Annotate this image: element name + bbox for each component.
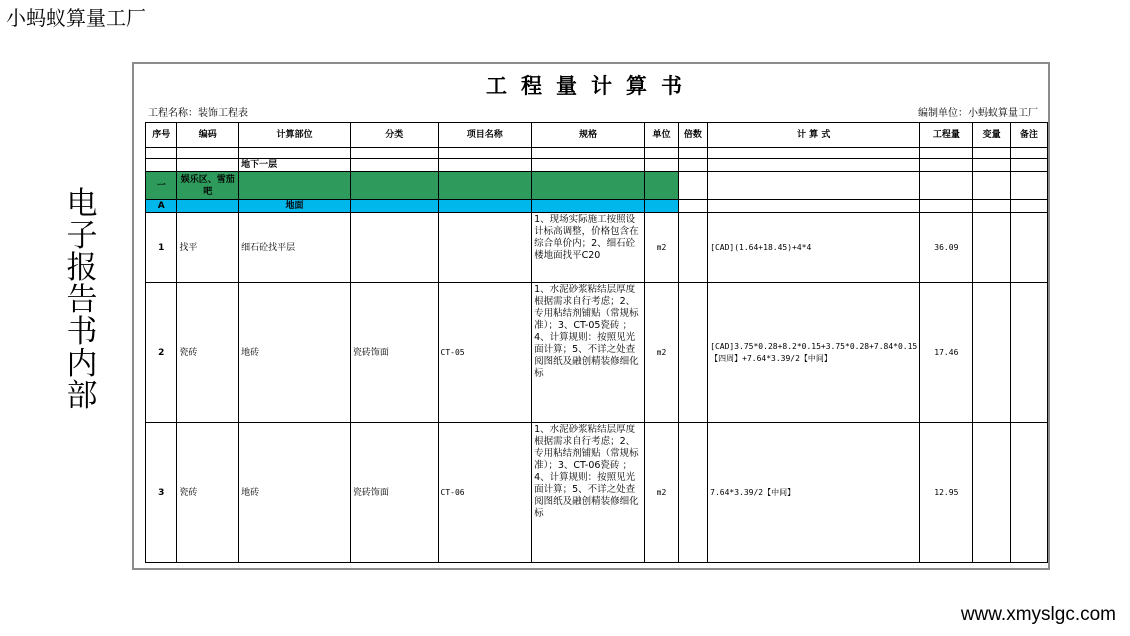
section-row	[146, 172, 1048, 200]
row-variable	[973, 283, 1010, 423]
col-header: 编码	[177, 123, 239, 148]
row-remark	[1010, 213, 1047, 283]
row-unit: m2	[645, 213, 678, 283]
row-quantity: 36.09	[920, 213, 973, 283]
row-number: 3	[146, 423, 177, 563]
row-location: 地砖	[239, 283, 351, 423]
floor-label: 地下一层	[239, 159, 351, 172]
subsection-name: 地面	[239, 200, 351, 213]
document-title: 工程量计算书	[486, 74, 696, 98]
col-header: 计算部位	[239, 123, 351, 148]
row-spec: 1、水泥砂浆粘结层厚度根据需求自行考虑；2、专用粘结剂铺贴（常规标准）；3、CT-05瓷砖 ；4、计算规则：按照见光面计算；5、不详之处查阅图纸及融创精装修细化标	[534, 284, 639, 379]
row-quantity: 17.46	[920, 283, 973, 423]
row-spec: 1、现场实际施工按照设计标高调整，价格包含在综合单价内；2、细石砼楼地面找平C20	[534, 214, 639, 261]
row-quantity: 12.95	[920, 423, 973, 563]
row-multiple	[678, 283, 707, 423]
table-row	[146, 283, 1048, 423]
section-name: 娱乐区、雪茄吧	[177, 172, 239, 200]
row-category	[350, 213, 438, 283]
row-formula: [CAD](1.64+18.45)+4*4	[708, 213, 920, 283]
row-location: 地砖	[239, 423, 351, 563]
compiling-unit: 编制单位：小蚂蚁算量工厂	[918, 108, 1038, 119]
table-row	[146, 213, 1048, 283]
row-formula: [CAD]3.75*0.28+8.2*0.15+3.75*0.28+7.84*0.15【四周】+7.64*3.39/2【中间】	[708, 283, 920, 423]
row-multiple	[678, 423, 707, 563]
col-header: 序号	[146, 123, 177, 148]
row-number: 1	[146, 213, 177, 283]
col-header: 备注	[1010, 123, 1047, 148]
row-remark	[1010, 423, 1047, 563]
subsection-number: A	[146, 200, 177, 213]
floor-row	[146, 159, 1048, 172]
row-remark	[1010, 283, 1047, 423]
row-location: 细石砼找平层	[239, 213, 351, 283]
row-category: 瓷砖饰面	[350, 283, 438, 423]
row-code: 瓷砖	[177, 283, 239, 423]
row-variable	[973, 423, 1010, 563]
row-unit: m2	[645, 423, 678, 563]
col-header: 项目名称	[438, 123, 532, 148]
row-unit: m2	[645, 283, 678, 423]
row-item	[438, 213, 532, 283]
col-header: 倍数	[678, 123, 707, 148]
subsection-row	[146, 200, 1048, 213]
spacer-row	[146, 148, 1048, 159]
col-header: 分类	[350, 123, 438, 148]
row-formula: 7.64*3.39/2【中间】	[708, 423, 920, 563]
col-header: 变量	[973, 123, 1010, 148]
row-code: 找平	[177, 213, 239, 283]
row-item: CT-05	[438, 283, 532, 423]
col-header: 单位	[645, 123, 678, 148]
row-spec: 1、水泥砂浆粘结层厚度根据需求自行考虑；2、专用粘结剂铺贴（常规标准）；3、CT-06瓷砖 ；4、计算规则：按照见光面计算；5、不详之处查阅图纸及融创精装修细化标	[534, 424, 639, 519]
calculation-sheet	[132, 62, 1050, 570]
row-variable	[973, 213, 1010, 283]
row-item: CT-06	[438, 423, 532, 563]
website-url: www.xmyslgc.com	[960, 604, 1116, 625]
brand-logo-text: 小蚂蚁算量工厂	[6, 6, 146, 30]
quantity-table	[145, 122, 1048, 563]
row-multiple	[678, 213, 707, 283]
row-code: 瓷砖	[177, 423, 239, 563]
row-number: 2	[146, 283, 177, 423]
col-header: 规格	[532, 123, 645, 148]
col-header: 工程量	[920, 123, 973, 148]
side-title: 电子报告书内部	[66, 186, 98, 414]
section-number: 一	[146, 172, 177, 200]
header-row	[146, 123, 1048, 148]
project-name: 工程名称：装饰工程表	[148, 108, 248, 119]
row-category: 瓷砖饰面	[350, 423, 438, 563]
col-header: 计 算 式	[708, 123, 920, 148]
table-row	[146, 423, 1048, 563]
